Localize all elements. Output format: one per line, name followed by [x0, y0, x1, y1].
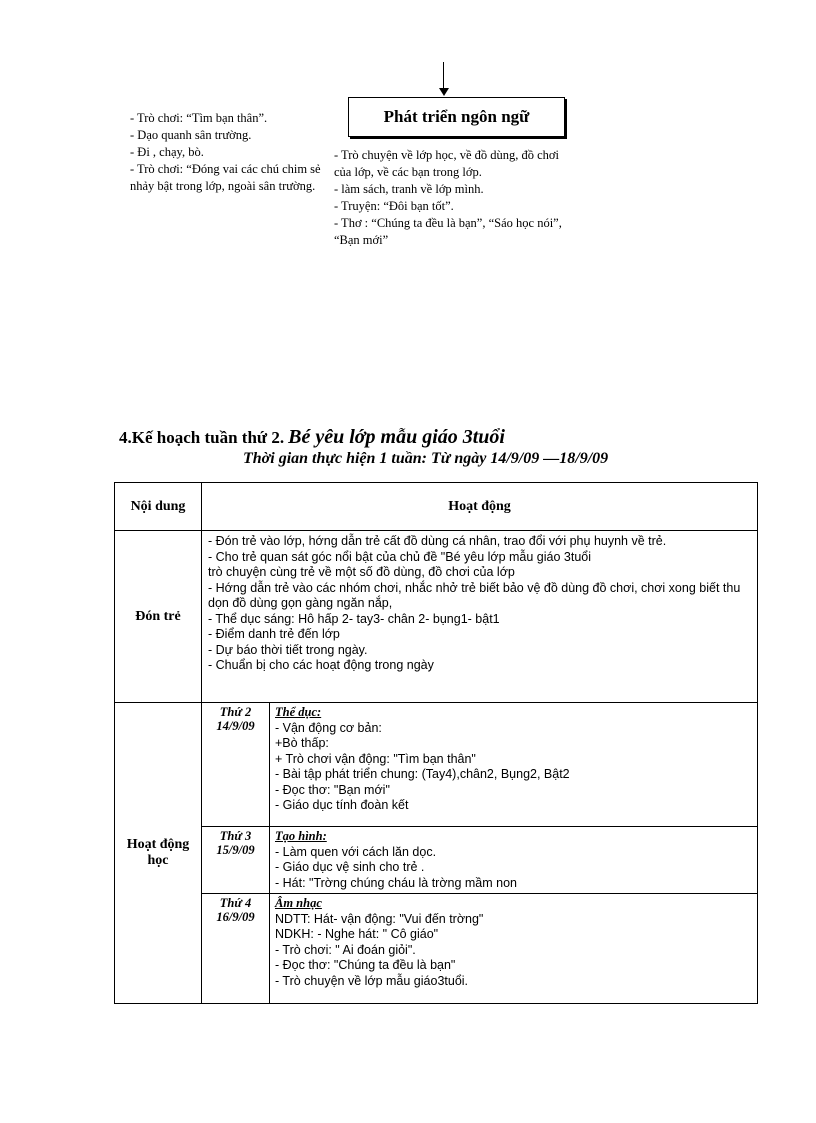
subject-title: Thể dục: — [275, 705, 322, 719]
day-cell — [202, 894, 270, 1004]
mindmap-right-list — [334, 147, 562, 249]
list-item: - làm sách, tranh về lớp mình. — [334, 182, 484, 196]
row-label-don-tre: Đón trẻ — [115, 531, 202, 703]
list-item: - Vận động cơ bản: — [275, 720, 382, 735]
heading-prefix: 4.Kế hoạch tuần thứ 2. — [119, 428, 285, 447]
list-item: - Trò chơi: " Ai đoán giỏi". — [275, 942, 416, 957]
subject-title: Tạo hình: — [275, 829, 327, 843]
list-item: - Cho trẻ quan sát góc nổi bật của chủ đề "Bé yêu lớp mẫu giáo 3tuổi — [208, 549, 592, 564]
day-date: 14/9/09 — [216, 719, 255, 733]
list-item: - Đọc thơ: "Bạn mới" — [275, 782, 390, 797]
list-item: - Thể dục sáng: Hô hấp 2- tay3- chân 2- bụng1- bật1 — [208, 611, 500, 626]
row-label-hoat-dong-hoc: Hoạt động học — [115, 703, 202, 1004]
list-item: trò chuyện cùng trẻ về một số đồ dùng, đồ chơi của lớp — [208, 565, 515, 579]
list-item: - Đón trẻ vào lớp, hớng dẫn trẻ cất đồ dùng cá nhân, trao đổi với phụ huynh về trẻ. — [208, 534, 667, 548]
list-item: - Điểm danh trẻ đến lớp — [208, 627, 340, 641]
table-header-row — [115, 483, 758, 531]
table-row — [115, 894, 758, 1004]
day-activities — [270, 703, 758, 827]
list-item: - Dự báo thời tiết trong ngày. — [208, 642, 368, 657]
list-item: - Làm quen với cách lăn dọc. — [275, 844, 437, 859]
list-item: - Trò chuyện về lớp học, về đồ dùng, đồ chơi của lớp, về các bạn trong lớp. — [334, 148, 559, 179]
list-item: NDKH: - Nghe hát: " Cô giáo" — [275, 927, 439, 941]
section-heading — [119, 426, 505, 449]
mindmap-center-box: Phát triển ngôn ngữ — [348, 97, 565, 137]
day-activities — [270, 894, 758, 1004]
weekly-plan-table — [114, 482, 758, 1004]
heading-title: Bé yêu lớp mẫu giáo 3tuổi — [288, 426, 505, 448]
day-name: Thứ 3 — [219, 829, 252, 843]
list-item: - Giáo dục tính đoàn kết — [275, 798, 409, 812]
list-item: - Chuẩn bị cho các hoạt động trong ngày — [208, 658, 434, 672]
list-item: - Thơ : “Chúng ta đều là bạn”, “Sáo học nói”, “Bạn mới” — [334, 216, 562, 247]
list-item: - Hớng dẫn trẻ vào các nhóm chơi, nhắc nhở trẻ biết bảo vệ đồ dùng đồ chơi, chơi xong biết thu dọn đồ dùng gọn gàng ngăn nắp, — [208, 580, 741, 610]
list-item: - Trò chơi: “Tìm bạn thân”. — [130, 111, 268, 125]
day-date: 15/9/09 — [216, 843, 255, 857]
arrow-down-icon — [439, 88, 449, 96]
day-name: Thứ 2 — [219, 705, 252, 719]
list-item: NDTT: Hát- vận động: "Vui đến trờng" — [275, 911, 484, 926]
list-item: - Truyện: “Đôi bạn tốt”. — [334, 199, 454, 213]
list-item: + Trò chơi vận động: "Tìm bạn thân" — [275, 751, 476, 766]
list-item: - Dạo quanh sân trường. — [130, 128, 252, 142]
column-header-content: Nội dung — [115, 483, 202, 531]
day-activities — [270, 827, 758, 894]
don-tre-activities — [202, 531, 758, 703]
subject-title: Âm nhạc — [275, 896, 322, 910]
heading-subtitle: Thời gian thực hiện 1 tuần: Từ ngày 14/9/09 —18/9/09 — [243, 450, 609, 467]
table-row — [115, 703, 758, 827]
list-item: - Hát: "Trờng chúng cháu là trờng mầm non — [275, 875, 518, 890]
column-header-activity: Hoạt động — [202, 483, 758, 531]
list-item: - Đi , chạy, bò. — [130, 145, 204, 159]
list-item: - Trò chuyện về lớp mẫu giáo3tuổi. — [275, 973, 469, 988]
table-row — [115, 827, 758, 894]
list-item: - Bài tập phát triển chung: (Tay4),chân2, Bụng2, Bật2 — [275, 767, 570, 781]
day-cell — [202, 827, 270, 894]
list-item: +Bò thấp: — [275, 736, 329, 750]
day-name: Thứ 4 — [219, 896, 252, 910]
day-date: 16/9/09 — [216, 910, 255, 924]
table-row — [115, 531, 758, 703]
mindmap-left-list — [130, 110, 322, 195]
day-cell — [202, 703, 270, 827]
list-item: - Trò chơi: “Đóng vai các chú chim sẻ nhảy bật trong lớp, ngoài sân trường. — [130, 162, 321, 193]
list-item: - Đọc thơ: "Chúng ta đều là bạn" — [275, 958, 456, 972]
list-item: - Giáo dục vệ sinh cho trẻ . — [275, 860, 425, 874]
